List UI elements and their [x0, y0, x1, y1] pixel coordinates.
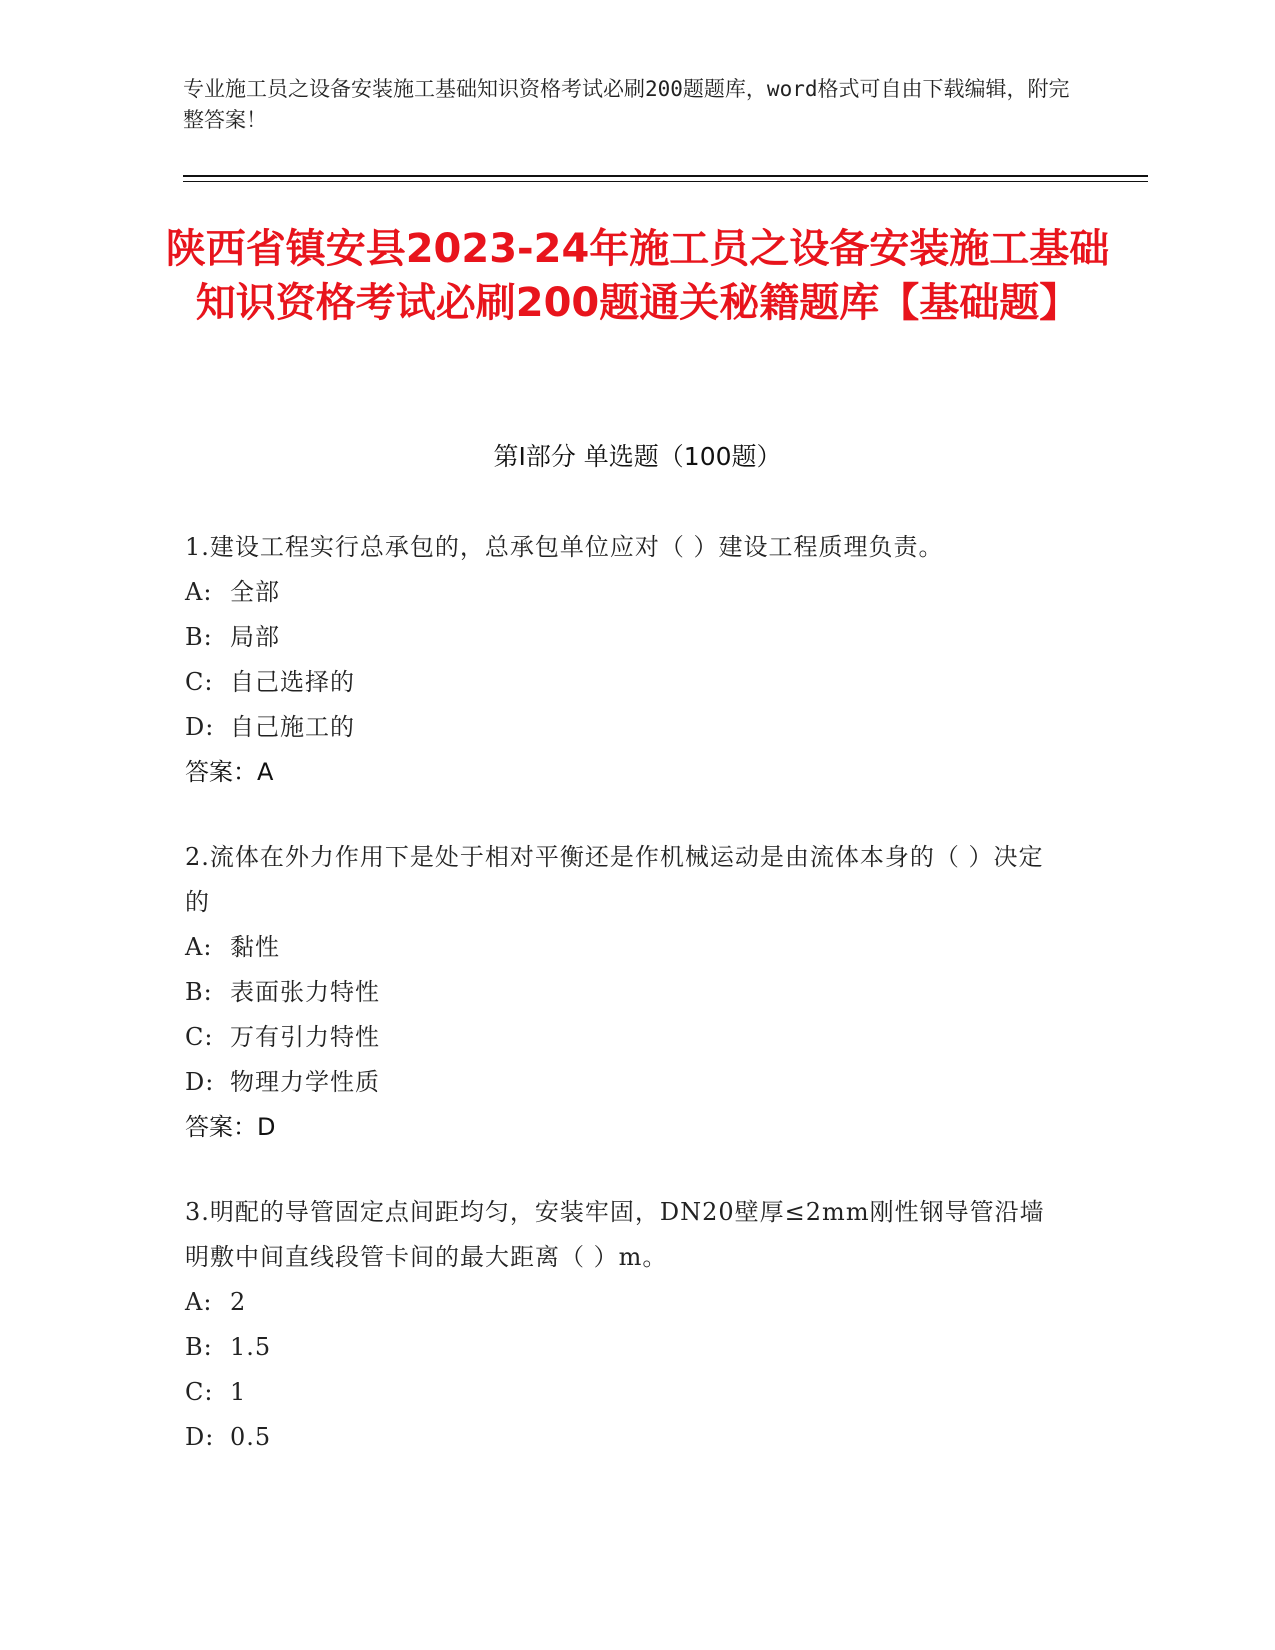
option-a	[185, 570, 1065, 615]
option-c	[185, 1015, 1065, 1060]
question-3	[185, 1190, 1065, 1460]
option-letter: A:	[185, 1288, 213, 1316]
option-text: 0.5	[230, 1423, 272, 1451]
section-title: 第Ⅰ部分 单选题（100题）	[493, 442, 782, 471]
option-c	[185, 1370, 1065, 1415]
header-note: 专业施工员之设备安装施工基础知识资格考试必刷200题题库，word格式可自由下载编辑，附完整答案！	[183, 77, 1070, 132]
option-d	[185, 705, 1065, 750]
option-text: 1	[230, 1378, 247, 1406]
option-a	[185, 1280, 1065, 1325]
option-c	[185, 660, 1065, 705]
option-text: 1.5	[230, 1333, 272, 1361]
question-2	[185, 835, 1065, 1150]
option-text: 黏性	[230, 933, 280, 961]
option-text: 表面张力特性	[230, 978, 380, 1006]
option-letter: B:	[185, 978, 213, 1006]
option-text: 万有引力特性	[230, 1023, 380, 1051]
option-letter: B:	[185, 1333, 213, 1361]
question-list	[185, 525, 1065, 1500]
option-text: 自己选择的	[230, 668, 355, 696]
option-letter: C:	[185, 1023, 214, 1051]
question-stem: 3.明配的导管固定点间距均匀，安装牢固，DN20壁厚≤2mm刚性钢导管沿墙明敷中间直线段管卡间的最大距离（ ）m。	[185, 1198, 1045, 1271]
header-rule-thick	[183, 175, 1148, 177]
option-text: 全部	[230, 578, 280, 606]
question-stem: 1.建设工程实行总承包的，总承包单位应对（ ）建设工程质理负责。	[185, 533, 944, 561]
answer-line: 答案：A	[185, 758, 274, 786]
option-b	[185, 1325, 1065, 1370]
option-text: 物理力学性质	[230, 1068, 380, 1096]
option-letter: B:	[185, 623, 213, 651]
answer-line: 答案：D	[185, 1113, 276, 1141]
option-text: 局部	[230, 623, 280, 651]
option-d	[185, 1415, 1065, 1460]
option-letter: D:	[185, 1423, 215, 1451]
question-stem: 2.流体在外力作用下是处于相对平衡还是作机械运动是由流体本身的（ ）决定的	[185, 843, 1044, 916]
document-title: 陕西省镇安县2023-24年施工员之设备安装施工基础知识资格考试必刷200题通关秘籍题库【基础题】	[165, 226, 1110, 326]
option-letter: A:	[185, 933, 213, 961]
option-letter: D:	[185, 713, 215, 741]
option-b	[185, 615, 1065, 660]
option-text: 自己施工的	[230, 713, 355, 741]
option-letter: A:	[185, 578, 213, 606]
option-letter: C:	[185, 1378, 214, 1406]
option-letter: D:	[185, 1068, 215, 1096]
option-a	[185, 925, 1065, 970]
header-rule-thin	[183, 181, 1148, 182]
option-letter: C:	[185, 668, 214, 696]
option-text: 2	[230, 1288, 247, 1316]
option-b	[185, 970, 1065, 1015]
option-d	[185, 1060, 1065, 1105]
question-1	[185, 525, 1065, 795]
